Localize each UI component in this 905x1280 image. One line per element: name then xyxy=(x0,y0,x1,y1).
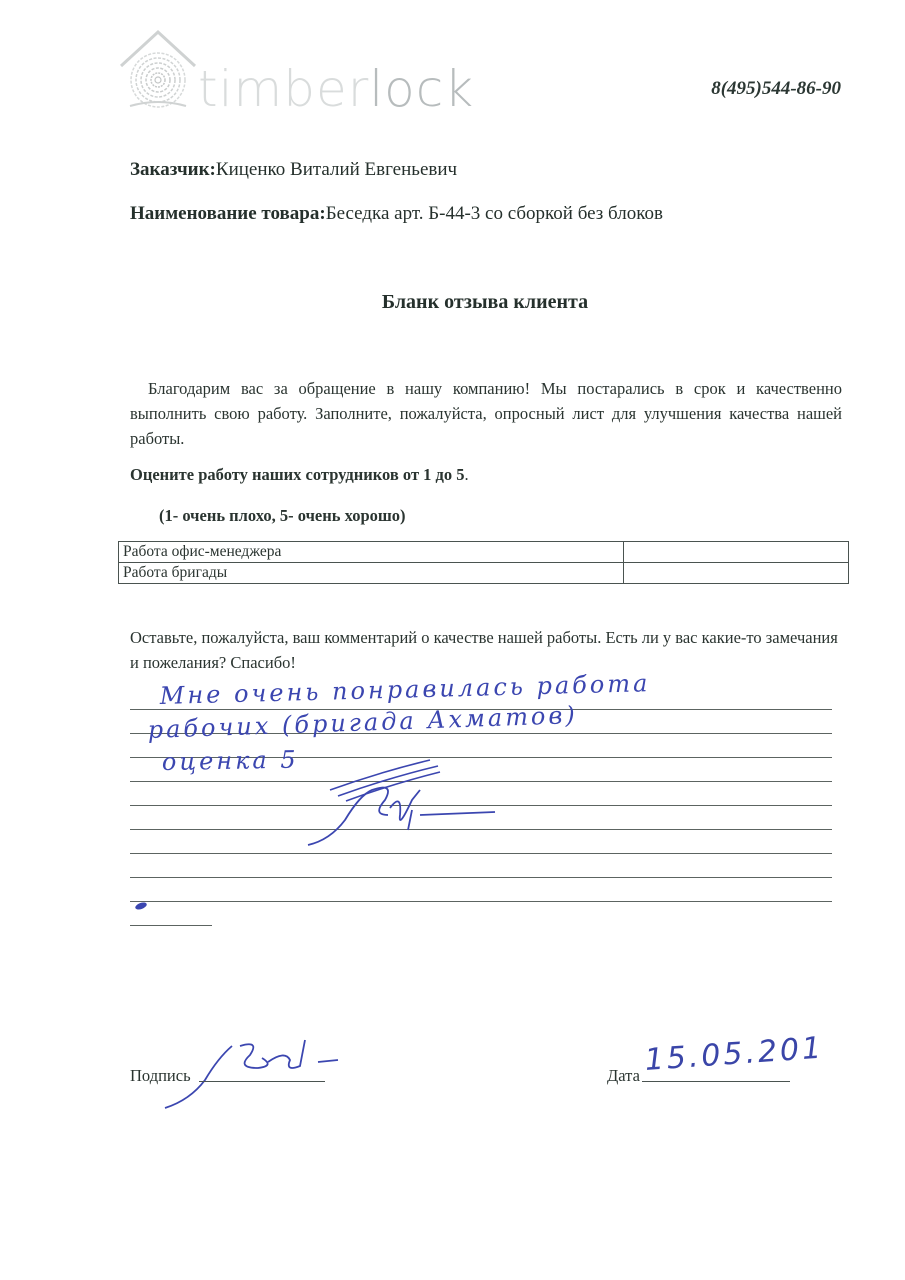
rating-scale-note: (1- очень плохо, 5- очень хорошо) xyxy=(159,506,406,525)
rating-heading-text: Оцените работу наших сотрудников от 1 до 5 xyxy=(130,465,465,484)
rating-value-cell[interactable] xyxy=(624,542,849,563)
comment-line[interactable] xyxy=(130,901,832,902)
product-label: Наименование товара: xyxy=(130,203,326,224)
product-value: Беседка арт. Б-44-3 со сборкой без блоков xyxy=(325,203,663,224)
signature-field[interactable] xyxy=(199,1081,325,1082)
logo-text-lock: lock xyxy=(369,60,475,118)
rating-table xyxy=(118,541,849,584)
rating-row-label: Работа бригады xyxy=(119,563,624,584)
intro-paragraph xyxy=(130,376,842,451)
log-rings-house-icon xyxy=(118,28,198,118)
comment-line[interactable] xyxy=(130,877,832,878)
comment-line[interactable] xyxy=(130,829,832,830)
comment-line[interactable] xyxy=(130,733,832,734)
intro-text: Благодарим вас за обращение в нашу компанию! Мы постарались в срок и качественно выполнить свою работу. Заполните, пожалуйста, опросный лист для улучшения качества нашей работы. xyxy=(130,379,842,448)
logo-text-timber: timber xyxy=(198,60,370,118)
handwritten-date: 15.05.201 xyxy=(643,1030,826,1078)
customer-value: Киценко Виталий Евгеньевич xyxy=(215,159,458,180)
comment-line[interactable] xyxy=(130,709,832,710)
date-field[interactable] xyxy=(642,1081,790,1082)
form-title: Бланк отзыва клиента xyxy=(381,291,589,313)
comment-line[interactable] xyxy=(130,853,832,854)
rating-heading: Оцените работу наших сотрудников от 1 до 5. xyxy=(130,465,469,484)
rating-row-office-manager xyxy=(119,542,849,563)
rating-value-cell[interactable] xyxy=(624,563,849,584)
product-field xyxy=(130,203,663,225)
customer-field xyxy=(130,159,457,181)
handwritten-line-1: Мне очень понравилась работа xyxy=(159,669,651,710)
company-phone: 8(495)544-86-90 xyxy=(711,78,841,99)
rating-row-label: Работа офис-менеджера xyxy=(119,542,624,563)
comment-line[interactable] xyxy=(130,805,832,806)
comment-signature-icon xyxy=(308,788,495,845)
rating-row-crew xyxy=(119,563,849,584)
comment-line[interactable] xyxy=(130,781,832,782)
ink-smudge xyxy=(134,901,147,911)
date-label: Дата xyxy=(607,1066,640,1085)
customer-label: Заказчик: xyxy=(130,159,216,180)
comment-line[interactable] xyxy=(130,925,212,926)
comment-prompt: Оставьте, пожалуйста, ваш комментарий о качестве нашей работы. Есть ли у вас какие-то замечания и пожелания? Спасибо! xyxy=(130,628,838,672)
company-logo xyxy=(118,28,478,118)
signature-label: Подпись xyxy=(130,1066,191,1085)
handwritten-line-2: рабочих (бригада Ахматов) xyxy=(147,700,579,744)
comment-line[interactable] xyxy=(130,757,832,758)
logo-wordmark xyxy=(198,60,475,118)
handwritten-line-3: оценка 5 xyxy=(161,745,299,776)
